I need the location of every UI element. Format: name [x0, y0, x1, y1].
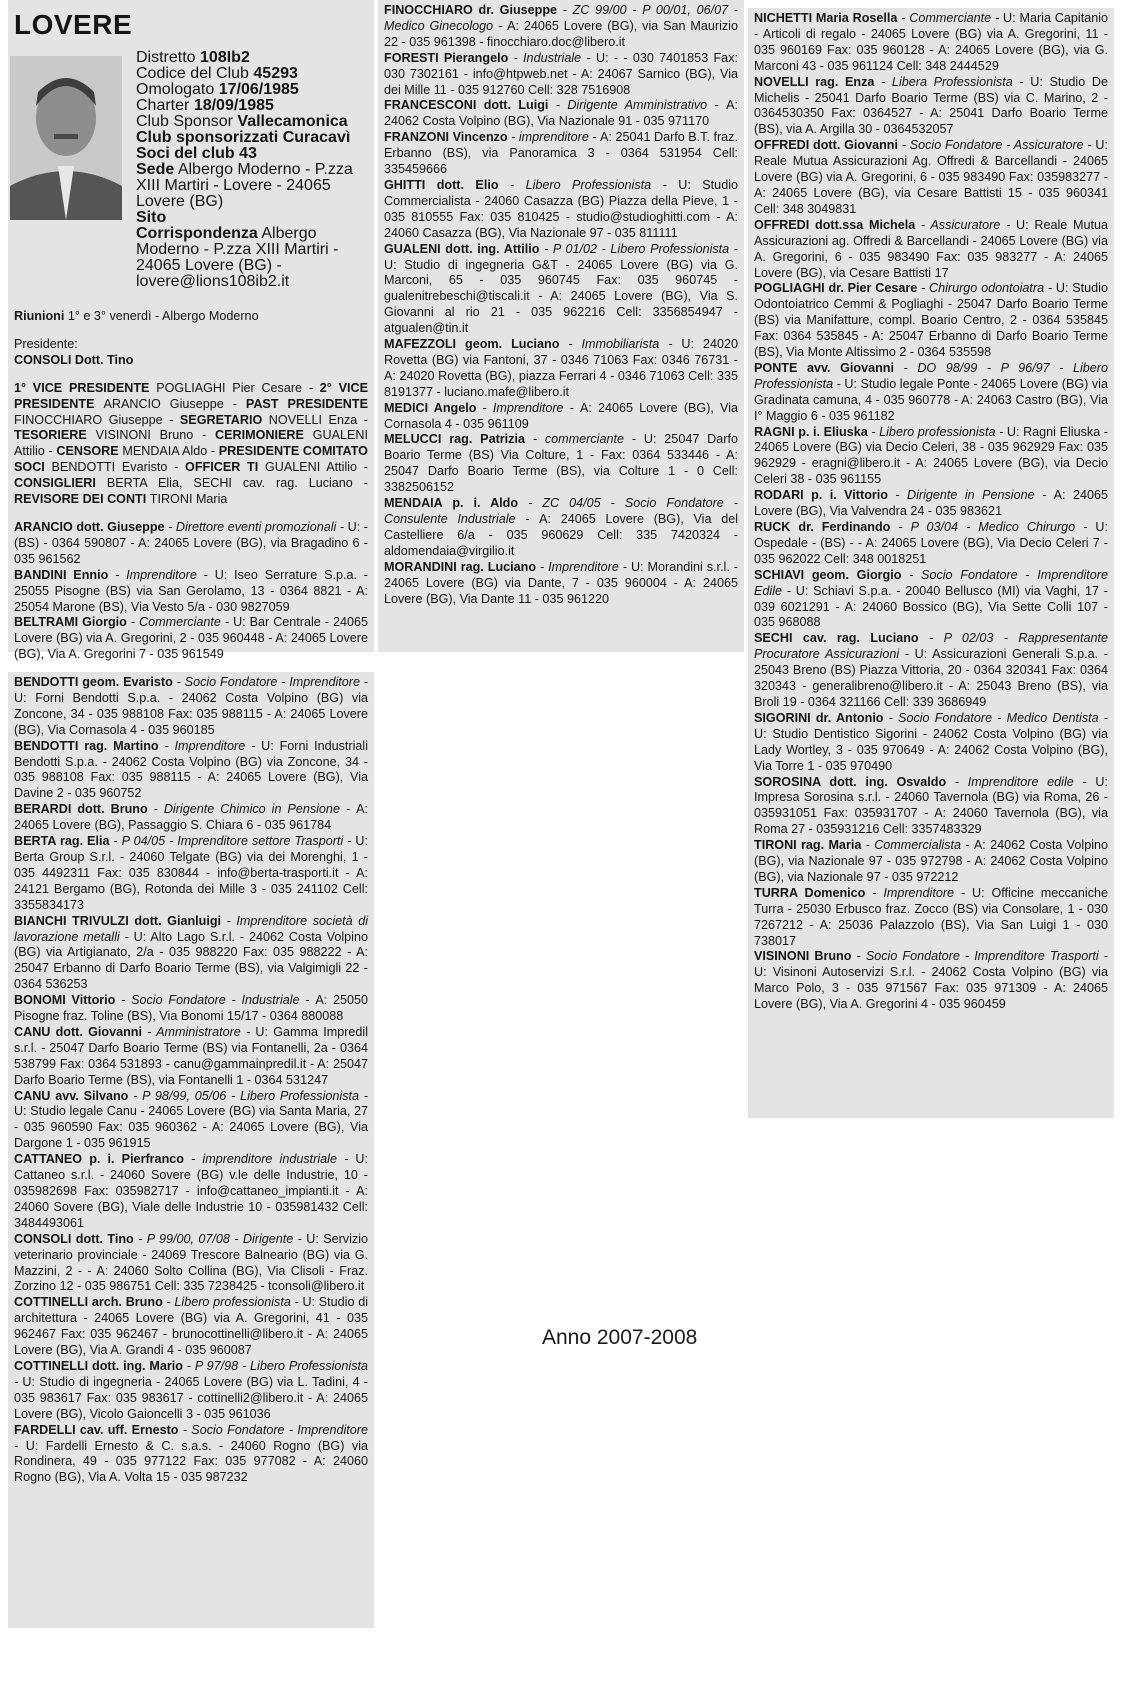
clip-members-3 [378, 0, 744, 652]
members-list-2 [14, 675, 368, 1486]
member-details: U: Gamma Impredil s.r.l. - 25047 Darfo Boario Terme (BS) via Fontanelli, 2a - 0364 538799 Fax: 0364 531893 - canu@gammainpredil.it - A: 25047 Darfo Boario Terme (BS), via Fontanelli 1 - 0364 531247 [14, 1024, 369, 1087]
officers-block [14, 381, 368, 508]
member-name: PONTE avv. Giovanni [754, 360, 894, 375]
officer-name: MENDAIA Aldo - [122, 444, 219, 459]
member-role: - Imprenditore - [108, 567, 215, 582]
member-role: - Dirigente Chimico in Pensione - [147, 802, 357, 817]
member-entry [14, 993, 368, 1025]
member-name: MAFEZZOLI geom. Luciano [384, 337, 560, 352]
member-entry [754, 631, 1108, 711]
officer-name: VISINONI Bruno - [95, 428, 216, 443]
member-entry [754, 11, 1108, 75]
member-details: U: Studio legale Canu - 24065 Lovere (BG) via Santa Maria, 27 - 035 960590 Fax: 035 960362 - A: 24065 Lovere (BG), Via Dargone 1 - 035 961915 [14, 1104, 368, 1151]
member-name: FINOCCHIARO dr. Giuseppe [384, 3, 558, 17]
member-name: SOROSINA dott. ing. Osvaldo [754, 774, 947, 789]
member-entry [754, 775, 1108, 839]
soci-label: Soci del club [136, 145, 235, 162]
member-entry [14, 675, 368, 739]
member-name: BELTRAMI Giorgio [14, 615, 127, 630]
member-role: - P 99/00, 07/08 - Dirigente - [133, 1231, 307, 1246]
member-details: U: Studio Odontoiatrico Cemmi & Pogliaghi - 25047 Darfo Boario Terme (BS) via Manifatture, compl. Boario Centro, 2 - 0364 535845 Fax: 0364 535845 - A: 25047 Erbanno di Darfo Boario Terme (BS), Via Monte Altissimo 2 - 0364 535598 [754, 281, 1108, 360]
clip-members-2 [8, 672, 374, 1628]
member-details: U: 24020 Rovetta (BG) via Fantoni, 37 - 0346 71063 Fax: 0346 76731 - A: 24020 Rovetta (BG), piazza Ferrari 4 - 0346 71063 Cell: 335 8191377 - luciano.mafe@libero.it [384, 337, 738, 399]
member-details: A: 24062 Costa Volpino (BG), via Nazionale 97 - 035 972798 - A: 24062 Costa Volpino (BG), via Nazionale 97 - 035 972212 [754, 838, 1109, 884]
member-name: SECHI cav. rag. Luciano [754, 631, 919, 646]
member-details: U: Studio De Michelis - 25041 Darfo Boario Terme (BS) via C. Marino, 2 - 0364530350 Fax: 0364527 - A: 25041 Darfo Boario Terme (BS), via A. Argilla 30 - 0364532057 [754, 74, 1108, 137]
member-details: A: 24065 Lovere (BG), via San Maurizio 22 - 035 961398 - finocchiaro.doc@libero.it [384, 18, 738, 49]
member-role: - Socio Fondatore - Imprenditore - [14, 1422, 369, 1453]
member-entry [14, 739, 368, 803]
member-entry [14, 520, 368, 568]
member-details: U: Impresa Sorosina s.r.l. - 24060 Tavernola (BG) via Roma, 26 - 035931051 Fax: 035931707 - A: 24060 Tavernola (BG), via Roma 27 - 035931216 Cell: 3357483329 [754, 774, 1108, 837]
club-title: LOVERE [14, 9, 133, 40]
clip-members-4 [748, 8, 1114, 1118]
member-name: BONOMI Vittorio [14, 993, 116, 1008]
member-details: U: Officine meccaniche Turra - 25030 Erbusco fraz. Zocco (BS) via Consolare, 1 - 030 7267212 - A: 25036 Palazzolo (BS), Via San Luigi 1 - 030 738017 [754, 885, 1109, 948]
member-role: - imprenditore industriale - [183, 1152, 356, 1167]
member-entry [14, 1152, 368, 1232]
member-entry [384, 178, 738, 242]
officer-title: REVISORE DEI CONTI [14, 492, 150, 507]
member-role: - P 01/02 - Libero Professionista - [539, 241, 738, 256]
member-name: ARANCIO dott. Giuseppe [14, 519, 165, 534]
member-entry [14, 914, 368, 994]
member-entry [384, 130, 738, 178]
sponsor-value: Vallecamonica [237, 113, 348, 130]
member-entry [384, 242, 738, 337]
officer-title: 1° VICE PRESIDENTE [14, 380, 157, 395]
member-entry [754, 75, 1108, 139]
member-role: - Commerciante - [126, 615, 234, 630]
member-entry [384, 51, 738, 99]
members-list-3 [384, 3, 738, 607]
sponsorizzati-label: Club sponsorizzati [136, 129, 279, 146]
member-name: CATTANEO p. i. Pierfranco [14, 1152, 184, 1167]
member-role: - Industriale - [508, 50, 596, 65]
member-name: CONSOLI dott. Tino [14, 1231, 134, 1246]
presidente-name: CONSOLI Dott. Tino [14, 352, 134, 367]
member-role: - Dirigente in Pensione - [887, 488, 1054, 503]
member-role: - Imprenditore - [536, 559, 631, 574]
member-details: U: Studio Dentistico Sigorini - 24062 Costa Volpino (BG) via Lady Wortley, 3 - 035 970649 - A: 24062 Costa Volpino (BG), Via Torre 1 - 035 970490 [754, 726, 1108, 773]
member-name: SIGORINI dr. Antonio [754, 710, 884, 725]
member-role: - Socio Fondatore - Imprenditore Trasporti - [851, 949, 1109, 964]
officer-name: TIRONI Maria [149, 492, 228, 507]
sito-label: Sito [136, 209, 167, 226]
member-entry [14, 615, 368, 663]
member-details: A: 24062 Costa Volpino (BG), Via Nazionale 91 - 035 971170 [384, 98, 739, 129]
officer-title: OFFICER TI [185, 460, 265, 475]
member-entry [754, 138, 1108, 218]
member-name: RUCK dr. Ferdinando [754, 520, 891, 534]
member-entry [14, 1359, 368, 1423]
member-entry [384, 560, 738, 608]
officer-title: CENSORE [56, 444, 123, 459]
member-name: POGLIAGHI dr. Pier Cesare [754, 281, 918, 296]
member-details: U: - (BS) - 0364 590807 - A: 24065 Lovere (BG), via Bragadino 6 - 035 961562 [14, 519, 368, 566]
member-details: U: Alto Lago S.r.l. - 24062 Costa Volpino (BG) via Artigianato, 2/a - 035 988220 Fax: 035 988222 - A: 25047 Erbanno di Darfo Boario Terme (BS), via Valgimigli 22 - 0364 536253 [14, 929, 368, 992]
member-name: MORANDINI rag. Luciano [384, 559, 537, 574]
member-details: U: - - 030 7401853 Fax: 030 7302161 - info@htpweb.net - A: 24067 Sarnico (BG), Via dei Mille 11 - 035 912760 Cell: 328 7516908 [384, 50, 738, 97]
year-caption: Anno 2007-2008 [542, 1326, 698, 1349]
presidente-label: Presidente: [14, 336, 78, 351]
member-details: U: 25047 Darfo Boario Terme (BS) Via Colture, 1 - Fax: 0364 533446 - A: 25047 Darfo Boario Terme (BS), via Colture 1 - 0 Cell: 3382506152 [384, 432, 738, 495]
officer-name: NOVELLI Enza - [268, 412, 368, 427]
officer-name: GUALENI Attilio - [14, 428, 368, 459]
member-role: - Chirurgo odontoiatra - [917, 281, 1056, 296]
member-details: U: Berta Group S.r.l. - 24060 Telgate (BG) via dei Morenghi, 1 - 035 4492311 Fax: 035 830844 - info@berta-trasporti.it - A: 24121 Bergamo (BG), Rotonda dei Mille 3 - 035 241102 Cell: 3355834173 [14, 834, 368, 912]
distretto-value: 108Ib2 [200, 49, 250, 66]
member-details: A: 24065 Lovere (BG), Via del Castelliere 6/a - 035 960629 Cell: 335 7420324 - aldomendaia@virgilio.it [384, 512, 738, 558]
member-name: FRANCESCONI dott. Luigi [384, 98, 549, 113]
member-role: - Libero professionista - [162, 1295, 303, 1310]
member-details: U: Schiavi S.p.a. - 20040 Bellusco (MI) via Vaghi, 17 - 039 6021291 - A: 24060 Bossico (BG), Via Sette Colli 107 - 035 968088 [754, 583, 1108, 630]
member-entry [754, 361, 1108, 425]
member-details: U: Studio di ingegneria G&T - 24065 Lovere (BG) via G. Marconi, 65 - 035 960745 Fax: 035 960745 - gualenitrebeschi@tiscali.it - A: 24065 Lovere (BG), Via S. Giovanni al rio 21 - 035 962216 Cell: 3356854947 - atgualen@tin.it [384, 257, 738, 336]
member-entry [754, 886, 1108, 950]
member-name: SCHIAVI geom. Giorgio [754, 567, 902, 582]
riunioni-value: 1° e 3° venerdì - Albergo Moderno [67, 309, 259, 323]
officer-name: ARANCIO Giuseppe - [103, 396, 246, 411]
officer-title: 2° VICE PRESIDENTE [14, 380, 369, 411]
member-details: A: 24065 Lovere (BG), Passaggio S. Chiara 6 - 035 961784 [14, 802, 368, 833]
member-entry [754, 218, 1108, 282]
member-entry [754, 949, 1108, 1013]
member-role: - Dirigente Amministrativo - [548, 98, 727, 113]
member-role: - Direttore eventi promozionali - [164, 519, 348, 534]
sponsorizzati-value: Curacavì [282, 129, 351, 146]
member-entry [384, 98, 738, 130]
member-role: - ZC 99/00 - P 00/01, 06/07 - Medico Ginecologo - [384, 3, 738, 33]
sponsor-label: Club Sponsor [136, 113, 233, 130]
presidente-block [14, 337, 368, 369]
member-role: - P 97/98 - Libero Professionista - [14, 1358, 368, 1389]
officer-title: TESORIERE [14, 428, 96, 443]
member-role: - Libero Professionista - [498, 177, 679, 192]
member-entry [14, 1089, 368, 1153]
member-name: NOVELLI rag. Enza [754, 74, 875, 89]
member-role: - Socio Fondatore - Medico Dentista - [883, 710, 1108, 725]
member-entry [14, 1423, 368, 1487]
member-entry [14, 1295, 368, 1359]
member-name: TIRONI rag. Maria [754, 838, 862, 853]
member-name: FARDELLI cav. uff. Ernesto [14, 1422, 179, 1437]
member-details: U: Morandini s.r.l. - 24065 Lovere (BG) via Dante, 7 - 035 960004 - A: 24065 Lovere (BG), Via Dante 11 - 035 961220 [384, 559, 738, 606]
member-details: U: Bar Centrale - 24065 Lovere (BG) via A. Gregorini, 2 - 035 960448 - A: 24065 Lovere (BG), Via A. Gregorini 7 - 035 961549 [14, 615, 368, 662]
member-role: - Imprenditore edile - [946, 774, 1096, 789]
member-role: - DO 98/99 - P 96/97 - Libero Professionista - [754, 360, 1108, 391]
member-role: - P 03/04 - Medico Chirurgo - [890, 520, 1096, 534]
member-details: U: Assicurazioni Generali S.p.a. - 25043 Breno (BS) Piazza Vittoria, 20 - 0364 320341 Fax: 0364 320343 - generalibreno@libero.it - A: 25043 Breno (BS), via Broli 19 - 0364 321166 Cell: 339 3686949 [754, 647, 1108, 709]
sede-label: Sede [136, 161, 175, 178]
member-name: BERTA rag. Elia [14, 834, 110, 849]
member-entry [384, 337, 738, 401]
member-role: - Immobiliarista - [559, 337, 682, 352]
member-name: VISINONI Bruno [754, 949, 852, 964]
member-entry [384, 496, 738, 560]
member-role: - Imprenditore società di lavorazione metalli - [14, 913, 369, 944]
charter-label: Charter [136, 97, 190, 114]
member-name: MEDICI Angelo [384, 400, 477, 415]
member-entry [754, 488, 1108, 520]
member-details: U: Visinoni Autoservizi S.r.l. - 24062 Costa Volpino (BG) via Marco Polo, 3 - 035 971567 Fax: 035 971309 - A: 24065 Lovere (BG), Via A. Gregorini 4 - 035 960459 [754, 965, 1108, 1012]
member-entry [754, 838, 1108, 886]
member-details: A: 24065 Lovere (BG), Via Valvendra 24 - 035 983621 [754, 488, 1108, 519]
portrait-image [10, 56, 122, 220]
codice-label: Codice del Club [136, 65, 249, 82]
president-photo [10, 56, 122, 220]
member-role: - commerciante - [524, 432, 644, 447]
member-name: GHITTI dott. Elio [384, 177, 499, 192]
member-details: U: Studio di architettura - 24065 Lovere (BG) via A. Gregorini, 41 - 035 962467 Fax: 035 962467 - brunocottinelli@libero.it - A: 24065 Lovere (BG), Via A. Grandi 4 - 035 960087 [14, 1295, 368, 1358]
soci-value: 43 [239, 145, 257, 162]
member-entry [14, 1025, 368, 1089]
officer-title: PAST PRESIDENTE [245, 396, 368, 411]
corrispondenza-value: Albergo Moderno - P.zza XIII Martiri - 24065 Lovere (BG) - lovere@lions108ib2.it [136, 225, 339, 290]
member-entry [384, 432, 738, 496]
member-details: U: Studio legale Ponte - 24065 Lovere (BG) via Gradinata camuna, 4 - 035 960778 - A: 24063 Castro (BG), Via I° Maggio 6 - 035 961182 [754, 376, 1108, 423]
member-name: CANU dott. Giovanni [14, 1024, 142, 1039]
member-name: NICHETTI Maria Rosella [754, 11, 898, 25]
member-name: BANDINI Ennio [14, 567, 109, 582]
member-details: U: Ospedale - (BS) - - A: 24065 Lovere (BG), Via Decio Celeri 7 - 035 962022 Cell: 348 0018251 [754, 520, 1108, 566]
member-entry [14, 802, 368, 834]
member-name: MELUCCI rag. Patrizia [384, 432, 525, 447]
corrispondenza-label: Corrispondenza [136, 225, 258, 242]
member-name: FORESTI Pierangelo [384, 50, 509, 65]
member-details: U: Forni Industriali Bendotti S.p.a. - 24062 Costa Volpino (BG) via Zoncone, 34 - 035 988108 Fax: 035 988115 - A: 24065 Lovere (BG), Via Davine 2 - 035 960752 [14, 738, 369, 801]
omologato-label: Omologato [136, 81, 215, 98]
member-entry [14, 834, 368, 914]
omologato-value: 17/06/1985 [218, 81, 299, 98]
riunioni-label: Riunioni [14, 309, 65, 323]
member-name: CANU avv. Silvano [14, 1088, 129, 1103]
member-name: BERARDI dott. Bruno [14, 802, 148, 817]
member-details: U: Studio Commercialista - 24060 Casazza (BG) Piazza della Pieve, 1 - 035 810555 Fax: 035 810425 - studio@studioghitti.com - A: 24060 Casazza (BG), Via Nazionale 97 - 035 811111 [384, 177, 738, 240]
member-role: - P 98/99, 05/06 - Libero Professionista - [128, 1088, 368, 1103]
member-name: RAGNI p. i. Eliuska [754, 424, 868, 439]
member-name: MENDAIA p. i. Aldo [384, 496, 519, 511]
member-name: RODARI p. i. Vittorio [754, 488, 888, 503]
member-role: - Socio Fondatore - Imprenditore Edile - [754, 567, 1108, 598]
member-role: - Socio Fondatore - Industriale - [115, 993, 316, 1008]
member-entry [754, 425, 1108, 489]
charter-value: 18/09/1985 [193, 97, 274, 114]
member-role: - Socio Fondatore - Imprenditore - [172, 675, 368, 689]
member-name: COTTINELLI dott. ing. Mario [14, 1358, 183, 1373]
officer-name: GUALENI Attilio - [264, 460, 368, 475]
members-list-4 [754, 11, 1108, 1013]
member-role: - Imprenditore - [476, 400, 581, 415]
member-entry [754, 281, 1108, 361]
member-entry [754, 711, 1108, 775]
members-list-1 [14, 520, 368, 663]
member-name: OFFREDI dott. Giovanni [754, 138, 898, 153]
member-name: BIANCHI TRIVULZI dott. Gianluigi [14, 913, 222, 928]
member-name: TURRA Domenico [754, 885, 866, 900]
member-role: - P 04/05 - Imprenditore settore Trasporti - [109, 834, 356, 849]
member-details: U: Fardelli Ernesto & C. s.a.s. - 24060 Rogno (BG) via Rondinera, 49 - 035 977122 Fax: 035 977082 - A: 24060 Rogno (BG), Via A. Volta 15 - 035 987232 [14, 1438, 368, 1485]
member-details: U: Iseo Serrature S.p.a. - 25055 Pisogne (BS) via San Gerolamo, 13 - 0364 8821 - A: 25054 Marone (BS), Via Vesto 5/a - 030 9827059 [14, 567, 368, 614]
distretto-label: Distretto [136, 49, 196, 66]
officer-title: CONSIGLIERI [14, 476, 107, 491]
member-name: COTTINELLI arch. Bruno [14, 1295, 163, 1310]
member-role: - imprenditore - [507, 130, 601, 145]
member-name: OFFREDI dott.ssa Michela [754, 217, 916, 232]
member-entry [14, 1232, 368, 1296]
member-role: - P 02/03 - Rappresentante Procuratore Assicurazioni - [754, 631, 1109, 662]
member-details: A: 25041 Darfo B.T. fraz. Erbanno (BS), via Panoramica 3 - 0364 531954 Cell: 335459666 [384, 130, 738, 177]
member-details: A: 25050 Pisogne fraz. Toline (BS), Via Bonomi 15/17 - 0364 880088 [14, 993, 369, 1024]
member-role: - Socio Fondatore - Assicuratore - [897, 138, 1096, 153]
club-info [136, 50, 368, 290]
member-role: - Imprenditore - [865, 885, 972, 900]
member-role: - Libero professionista - [867, 424, 1007, 439]
member-details: U: Cattaneo s.r.l. - 24060 Sovere (BG) v.le delle Industrie, 10 - 035982698 Fax: 035982717 - info@cattaneo_impianti.it - A: 24060 Sovere (BG), Viale delle Industrie 10 - 035981432 Cell: 3484493061 [14, 1152, 368, 1230]
officer-title: SEGRETARIO [179, 412, 269, 427]
member-details: U: Studio di ingegneria - 24065 Lovere (BG) via L. Tadini, 4 - 035 983617 Fax: 035 983617 - cottinelli2@libero.it - A: 24065 Lovere (BG), Vicolo Gaioncelli 3 - 035 961036 [14, 1374, 368, 1421]
member-role: - Libera Professionista - [874, 74, 1031, 89]
member-name: FRANZONI Vincenzo [384, 130, 508, 145]
sede-value: Albergo Moderno - P.zza XIII Martiri - Lovere - 24065 Lovere (BG) [136, 161, 353, 210]
officer-name: POGLIAGHI Pier Cesare - [156, 380, 320, 395]
member-role: - Amministratore - [141, 1024, 256, 1039]
member-role: - Commercialista - [861, 838, 974, 853]
member-name: BENDOTTI rag. Martino [14, 738, 159, 753]
member-details: U: Servizio veterinario provinciale - 24069 Trescore Balneario (BG) via G. Mazzini, 2 - - A: 24060 Solto Collina (BG), Via Clisoli - Fraz. Zorzino 12 - 035 986751 Cell: 335 7238425 - tconsoli@libero.it [14, 1231, 368, 1294]
member-details: U: Maria Capitanio - Articoli di regalo - 24065 Lovere (BG) via A. Gregorini, 11 - 035 960169 Fax: 035 960128 - A: 24065 Lovere (BG), via G. Marconi 43 - 035 961124 Cell: 348 2444529 [754, 11, 1109, 73]
member-details: U: Ragni Eliuska - 24065 Lovere (BG) via Decio Celeri, 38 - 035 962929 Fax: 035 962929 - eragni@libero.it - A: 24065 Lovere (BG), via Decio Celeri 38 - 035 961155 [754, 424, 1108, 487]
riunioni-line [14, 309, 368, 325]
member-name: GUALENI dott. ing. Attilio [384, 241, 540, 256]
member-entry [14, 568, 368, 616]
member-role: - Imprenditore - [158, 738, 262, 753]
member-details: A: 24065 Lovere (BG), Via Cornasola 4 - 035 961109 [384, 400, 738, 431]
member-role: - ZC 04/05 - Socio Fondatore - Consulente Industriale - [384, 496, 738, 526]
officer-title: PRESIDENTE COMITATO SOCI [14, 444, 368, 475]
member-details: U: Reale Mutua Assicurazioni Ag. Offredi & Barcellandi - 24065 Lovere (BG) via A. Gregorini, 6 - 035 983490 Fax: 035983277 - A: 24065 Lovere (BG), via Cesare Battisti 15 - 035 960341 Cell: 348 3049831 [754, 138, 1108, 216]
officer-name: FINOCCHIARO Giuseppe - [14, 412, 180, 427]
codice-value: 45293 [253, 65, 298, 82]
member-entry [384, 3, 738, 51]
member-entry [754, 568, 1108, 632]
member-name: BENDOTTI geom. Evaristo [14, 675, 173, 689]
member-entry [754, 520, 1108, 568]
member-role: - Assicuratore - [915, 217, 1017, 232]
officer-name: BERTA Elia, SECHI cav. rag. Luciano - [106, 476, 368, 491]
member-details: U: Forni Bendotti S.p.a. - 24062 Costa Volpino (BG) via Zoncone, 34 - 035 988108 Fax: 035 988115 - A: 24065 Lovere (BG), Via Cornasola 4 - 035 960185 [14, 690, 368, 737]
member-role: - Commerciante - [897, 11, 1004, 25]
officer-name: BENDOTTI Evaristo - [51, 460, 186, 475]
officer-title: CERIMONIERE [215, 428, 313, 443]
member-entry [384, 401, 738, 433]
member-details: U: Reale Mutua Assicurazioni ag. Offredi & Barcellandi - 24065 Lovere (BG) via A. Gregorini, 6 - 035 983490 Fax: 035 983277 - A: 24065 Lovere (BG), via Cesare Battisti 17 [754, 217, 1108, 280]
